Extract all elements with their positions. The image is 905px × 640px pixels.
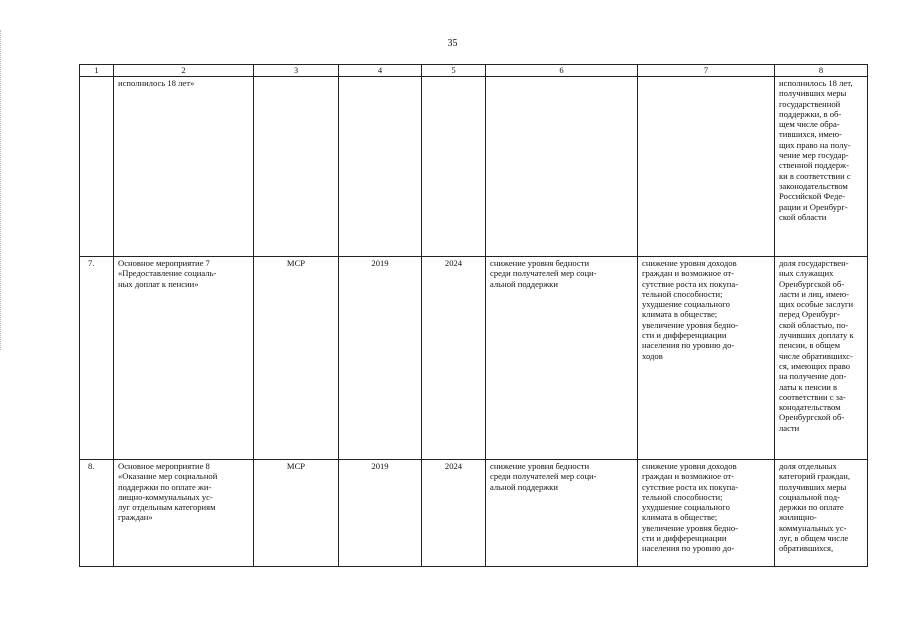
end-year-cell	[422, 77, 486, 257]
column-header: 5	[422, 65, 486, 77]
row-number: 8.	[80, 460, 114, 567]
start-year-cell: 2019	[339, 460, 422, 567]
consequences-cell: снижение уровня доходов граждан и возможное от- сутствие роста их покупа- тельной способности; ухудшение социального климата в обществе; увеличение уровня бедно- сти и дифференциации населения по уровню до-	[638, 460, 775, 567]
indicator-cell: исполнилось 18 лет, получивших меры государственной поддержки, в об- щем числе обра- тившихся, имею- щих право на полу- чение мер государ- ственной поддерж- ки в соответствии с законодательством Российской Феде- рации и Оренбург- ской области	[775, 77, 868, 257]
executor-cell: МСР	[254, 257, 339, 460]
table-header-row	[80, 65, 868, 77]
end-year-cell: 2024	[422, 460, 486, 567]
end-year-cell: 2024	[422, 257, 486, 460]
indicator-cell: доля государствен- ных служащих Оренбургской об- ласти и лиц, имею- щих особые заслуги перед Оренбург- ской областью, по- лучивших доплату к пенсии, в общем числе обратившихс- ся, имеющих право на получение доп- латы к пенсии в соответствии с за- конодательством Оренбургской об- ласти	[775, 257, 868, 460]
effect-cell	[486, 77, 638, 257]
measure-cell: Основное мероприятие 7 «Предоставление социаль- ных доплат к пенсии»	[114, 257, 254, 460]
table-row	[80, 257, 868, 460]
column-header: 2	[114, 65, 254, 77]
start-year-cell: 2019	[339, 257, 422, 460]
column-header: 8	[775, 65, 868, 77]
executor-cell	[254, 77, 339, 257]
row-number	[80, 77, 114, 257]
indicator-cell: доля отдельных категорий граждан, получивших меры социальной под- держки по оплате жилищно- коммунальных ус- луг, в общем числе обратившихся,	[775, 460, 868, 567]
column-header: 4	[339, 65, 422, 77]
row-number: 7.	[80, 257, 114, 460]
column-header: 6	[486, 65, 638, 77]
measure-cell: Основное мероприятие 8 «Оказание мер социальной поддержки по оплате жи- лищно-коммунальных ус- луг отдельным категориям граждан»	[114, 460, 254, 567]
start-year-cell	[339, 77, 422, 257]
column-header: 7	[638, 65, 775, 77]
table-row	[80, 460, 868, 567]
consequences-cell	[638, 77, 775, 257]
table-row	[80, 77, 868, 257]
scan-edge-marks	[0, 30, 4, 350]
effect-cell: снижение уровня бедности среди получателей мер соци- альной поддержки	[486, 460, 638, 567]
executor-cell: МСР	[254, 460, 339, 567]
consequences-cell: снижение уровня доходов граждан и возможное от- сутствие роста их покупа- тельной способности; ухудшение социального климата в обществе; увеличение уровня бедно- сти и дифференциации населения по уровню до- ходов	[638, 257, 775, 460]
measures-table	[79, 64, 868, 567]
measure-cell: исполнилось 18 лет»	[114, 77, 254, 257]
page-number: 35	[447, 38, 458, 49]
column-header: 3	[254, 65, 339, 77]
column-header: 1	[80, 65, 114, 77]
effect-cell: снижение уровня бедности среди получателей мер соци- альной поддержки	[486, 257, 638, 460]
